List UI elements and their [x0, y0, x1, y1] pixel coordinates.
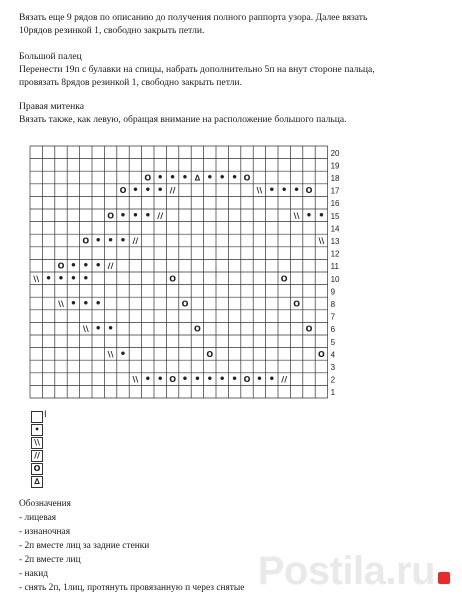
row-number: 16 — [330, 199, 340, 209]
stitch-symbol: \\ — [33, 274, 40, 284]
stitch-symbol: • — [132, 210, 139, 222]
watermark-text: Postila.ru — [257, 549, 435, 593]
stitch-symbol: O — [144, 173, 152, 183]
stitch-symbol: • — [94, 235, 102, 247]
row-number: 20 — [330, 148, 340, 158]
legend-item-k2tog-tbl: - 2п вместе лиц за задние стенки — [19, 541, 150, 551]
stitch-symbol: • — [107, 235, 114, 247]
row-number: 12 — [330, 249, 340, 259]
stitch-symbol: • — [206, 172, 214, 184]
stitch-symbol: O — [243, 173, 251, 183]
legend-symbol-double-decrease: ∆ — [31, 476, 43, 488]
stitch-symbol: • — [144, 185, 152, 197]
stitch-symbol: • — [82, 273, 90, 285]
stitch-symbol: • — [293, 185, 300, 197]
stitch-symbol: // — [169, 186, 176, 196]
stitch-symbol: • — [70, 298, 77, 310]
legend-symbol-purl: • — [31, 424, 43, 436]
stitch-symbol: • — [231, 172, 238, 184]
stitch-symbol: • — [181, 172, 189, 184]
stitch-symbol: O — [82, 236, 90, 246]
stitch-symbol: • — [268, 374, 276, 386]
row-number: 6 — [330, 325, 336, 335]
section-heading-thumb: Большой палец — [19, 51, 82, 62]
stitch-symbol: • — [144, 374, 152, 386]
stitch-symbol: • — [94, 298, 102, 310]
stitch-symbol: \\ — [256, 186, 263, 196]
stitch-symbol: O — [169, 274, 177, 284]
row-number: 10 — [330, 274, 340, 284]
legend-item-knit: - лицевая — [19, 513, 57, 523]
stitch-symbol: O — [293, 299, 301, 309]
stitch-symbol: • — [218, 374, 226, 386]
paragraph-3: Перенести 19п с булавки на спицы, набрать дополнительно 5п на внут стороне пальца, — [19, 64, 375, 75]
stitch-symbol: • — [82, 260, 90, 272]
stitch-symbol: • — [57, 273, 65, 285]
stitch-symbol: // — [132, 236, 139, 246]
stitch-symbol: O — [243, 375, 251, 385]
stitch-symbol: • — [119, 210, 127, 222]
legend-item-k2tog: - 2п вместе лиц — [19, 555, 81, 565]
stitch-symbol: • — [82, 298, 90, 310]
row-number: 13 — [330, 237, 340, 247]
stitch-symbol: • — [119, 235, 127, 247]
stitch-symbol: • — [156, 185, 164, 197]
stitch-symbol: O — [305, 186, 313, 196]
legend-extra-mark: I — [44, 410, 47, 420]
row-number: 17 — [330, 186, 340, 196]
stitch-symbol: \\ — [82, 324, 89, 334]
paragraph-1: Вязать еще 9 рядов по описанию до получения полного раппорта узора. Далее вязать — [19, 12, 368, 23]
row-number: 4 — [330, 350, 336, 360]
stitch-symbol: • — [169, 172, 176, 184]
stitch-symbol: • — [45, 273, 52, 285]
stitch-symbol: O — [305, 324, 313, 334]
paragraph-2: 10рядов резинкой 1, свободно закрыть петли. — [19, 25, 205, 36]
row-number: 8 — [330, 300, 336, 310]
stitch-symbol: O — [193, 324, 201, 334]
row-number: 15 — [330, 211, 340, 221]
stitch-symbol: \\ — [318, 236, 325, 246]
legend-title: Обозначения — [19, 499, 71, 509]
stitch-symbol: • — [206, 374, 214, 386]
row-number: 2 — [330, 375, 336, 385]
row-number: 1 — [330, 388, 336, 398]
row-number: 7 — [330, 312, 336, 322]
paragraph-5: Вязать также, как левую, обращая внимание на расположение большого пальца. — [19, 114, 347, 125]
legend-symbol-k2tog-tbl: \\ — [31, 437, 43, 449]
stitch-symbol: • — [256, 374, 263, 386]
legend-symbol-knit — [31, 411, 43, 423]
stitch-symbol: • — [318, 210, 325, 222]
stitch-symbol: O — [119, 186, 127, 196]
stitch-symbol: // — [281, 375, 288, 385]
legend-symbol-yarn-over: O — [31, 463, 43, 475]
stitch-symbol: O — [181, 299, 189, 309]
row-number: 9 — [330, 287, 336, 297]
stitch-symbol: \\ — [58, 299, 64, 309]
stitch-symbol: • — [70, 273, 77, 285]
stitch-symbol: • — [218, 172, 226, 184]
stitch-symbol: // — [157, 211, 164, 221]
row-number: 5 — [330, 337, 336, 347]
watermark — [258, 549, 450, 594]
stitch-symbol: • — [94, 323, 102, 335]
stitch-symbol: • — [144, 210, 152, 222]
legend-item-purl: - изнаночная — [19, 527, 71, 537]
stitch-symbol: O — [107, 211, 115, 221]
stitch-symbol: • — [94, 260, 102, 272]
stitch-symbol: \\ — [293, 211, 300, 221]
stitch-symbol: O — [280, 274, 288, 284]
stitch-symbol: • — [107, 323, 114, 335]
row-number: 14 — [330, 224, 340, 234]
stitch-symbol: • — [156, 374, 164, 386]
section-heading-right: Правая митенка — [19, 101, 85, 112]
stitch-symbol: // — [107, 261, 114, 271]
stitch-symbol: • — [70, 260, 77, 272]
stitch-symbol: • — [156, 172, 164, 184]
stitch-symbol: • — [119, 348, 127, 360]
stitch-symbol: • — [132, 185, 139, 197]
stitch-symbol: O — [57, 261, 65, 271]
row-number: 18 — [330, 174, 340, 184]
stitch-symbol: • — [231, 374, 238, 386]
row-number: 11 — [330, 262, 339, 272]
stitch-symbol: • — [181, 374, 189, 386]
stitch-symbol: O — [169, 375, 177, 385]
legend-item-double-decrease: - снять 2п, 1лиц, протянуть провязанную п через снятые — [19, 583, 245, 593]
legend-symbol-k2tog: // — [31, 450, 43, 462]
watermark-dot — [438, 572, 450, 584]
stitch-symbol: \\ — [107, 349, 114, 359]
stitch-symbol: O — [206, 349, 214, 359]
stitch-symbol: \\ — [132, 375, 139, 385]
legend-item-yarn-over: - накид — [19, 569, 48, 579]
stitch-symbol: • — [268, 185, 276, 197]
stitch-symbol: • — [305, 210, 313, 222]
stitch-symbol: ∆ — [194, 173, 201, 183]
stitch-symbol: • — [280, 185, 288, 197]
stitch-symbol: O — [317, 349, 325, 359]
stitch-symbol: • — [194, 374, 201, 386]
row-number: 3 — [330, 363, 336, 373]
row-number: 19 — [330, 161, 340, 171]
paragraph-4: провязать 8рядов резинкой 1, свободно закрыть петли. — [19, 77, 242, 88]
